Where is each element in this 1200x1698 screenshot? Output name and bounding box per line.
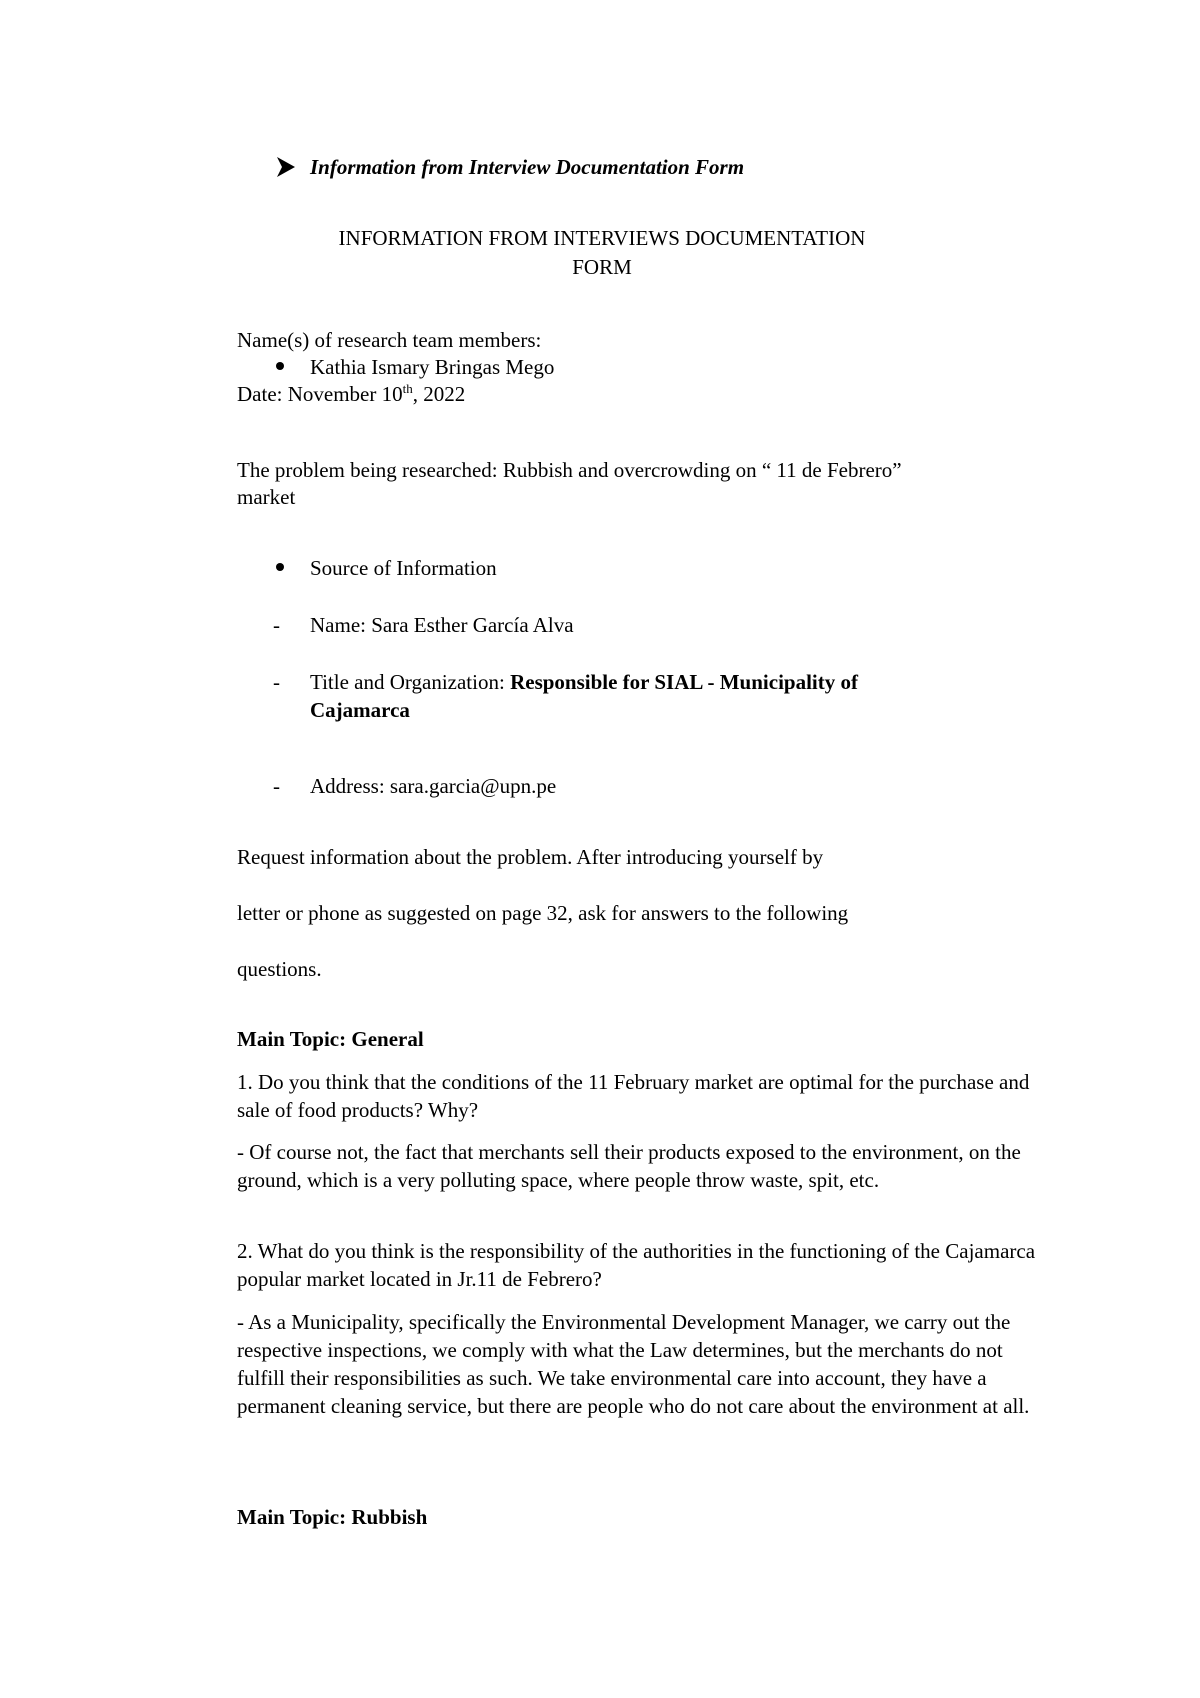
- request-line-1: Request information about the problem. After introducing yourself by: [237, 845, 824, 869]
- date-label: Date: November 10: [237, 382, 403, 406]
- question-2: 2. What do you think is the responsibility of the authorities in the functioning of the Cajamarca popular market located in Jr.11 de Febrero?: [237, 1239, 1036, 1291]
- topic-rubbish-heading: Main Topic: Rubbish: [237, 1505, 428, 1529]
- problem-line-1: The problem being researched: Rubbish and overcrowding on “ 11 de Febrero”: [237, 458, 902, 482]
- form-title-line-2: FORM: [572, 255, 632, 279]
- dash-marker: -: [273, 613, 280, 637]
- dash-marker: -: [273, 670, 280, 694]
- title-org-value-cont: Cajamarca: [310, 698, 410, 722]
- date-line: [237, 380, 465, 408]
- date-year: , 2022: [412, 382, 466, 406]
- answer-2: - As a Municipality, specifically the Environmental Development Manager, we carry out the respective inspections, we comply with what the Law determines, but the merchants do not fulfill their responsibilities as such. We take environmental care into account, they have a permanent cleaning service, but there are people who do not care about the environment at all.: [237, 1310, 1030, 1418]
- bullet-dot-icon: [276, 563, 284, 571]
- title-organization-cont: [310, 696, 410, 724]
- request-line-3: questions.: [237, 957, 322, 981]
- title-organization: [310, 668, 858, 696]
- address-line: Address: sara.garcia@upn.pe: [310, 774, 557, 798]
- bullet-dot-icon: [276, 362, 284, 370]
- answer-1: - Of course not, the fact that merchants sell their products exposed to the environment, on the ground, which is a very polluting space, where people throw waste, spit, etc.: [237, 1140, 1021, 1192]
- dash-marker: -: [273, 774, 280, 798]
- arrow-bullet-icon: [276, 156, 296, 178]
- form-title-line-1: INFORMATION FROM INTERVIEWS DOCUMENTATION: [338, 226, 866, 250]
- request-line-2: letter or phone as suggested on page 32, ask for answers to the following: [237, 901, 849, 925]
- team-member-item: Kathia Ismary Bringas Mego: [310, 355, 555, 379]
- section-heading: Information from Interview Documentation Form: [310, 155, 745, 179]
- question-1: 1. Do you think that the conditions of the 11 February market are optimal for the purchase and sale of food products? Why?: [237, 1070, 1030, 1122]
- title-org-value: Responsible for SIAL - Municipality of: [510, 670, 858, 694]
- date-superscript: th: [402, 381, 413, 396]
- team-label: Name(s) of research team members:: [237, 328, 542, 352]
- form-title: [237, 224, 967, 282]
- title-org-label: Title and Organization:: [310, 670, 511, 694]
- source-name: Name: Sara Esther García Alva: [310, 613, 574, 637]
- source-label: Source of Information: [310, 556, 497, 580]
- problem-line-2: market: [237, 485, 296, 509]
- topic-general-heading: Main Topic: General: [237, 1027, 424, 1051]
